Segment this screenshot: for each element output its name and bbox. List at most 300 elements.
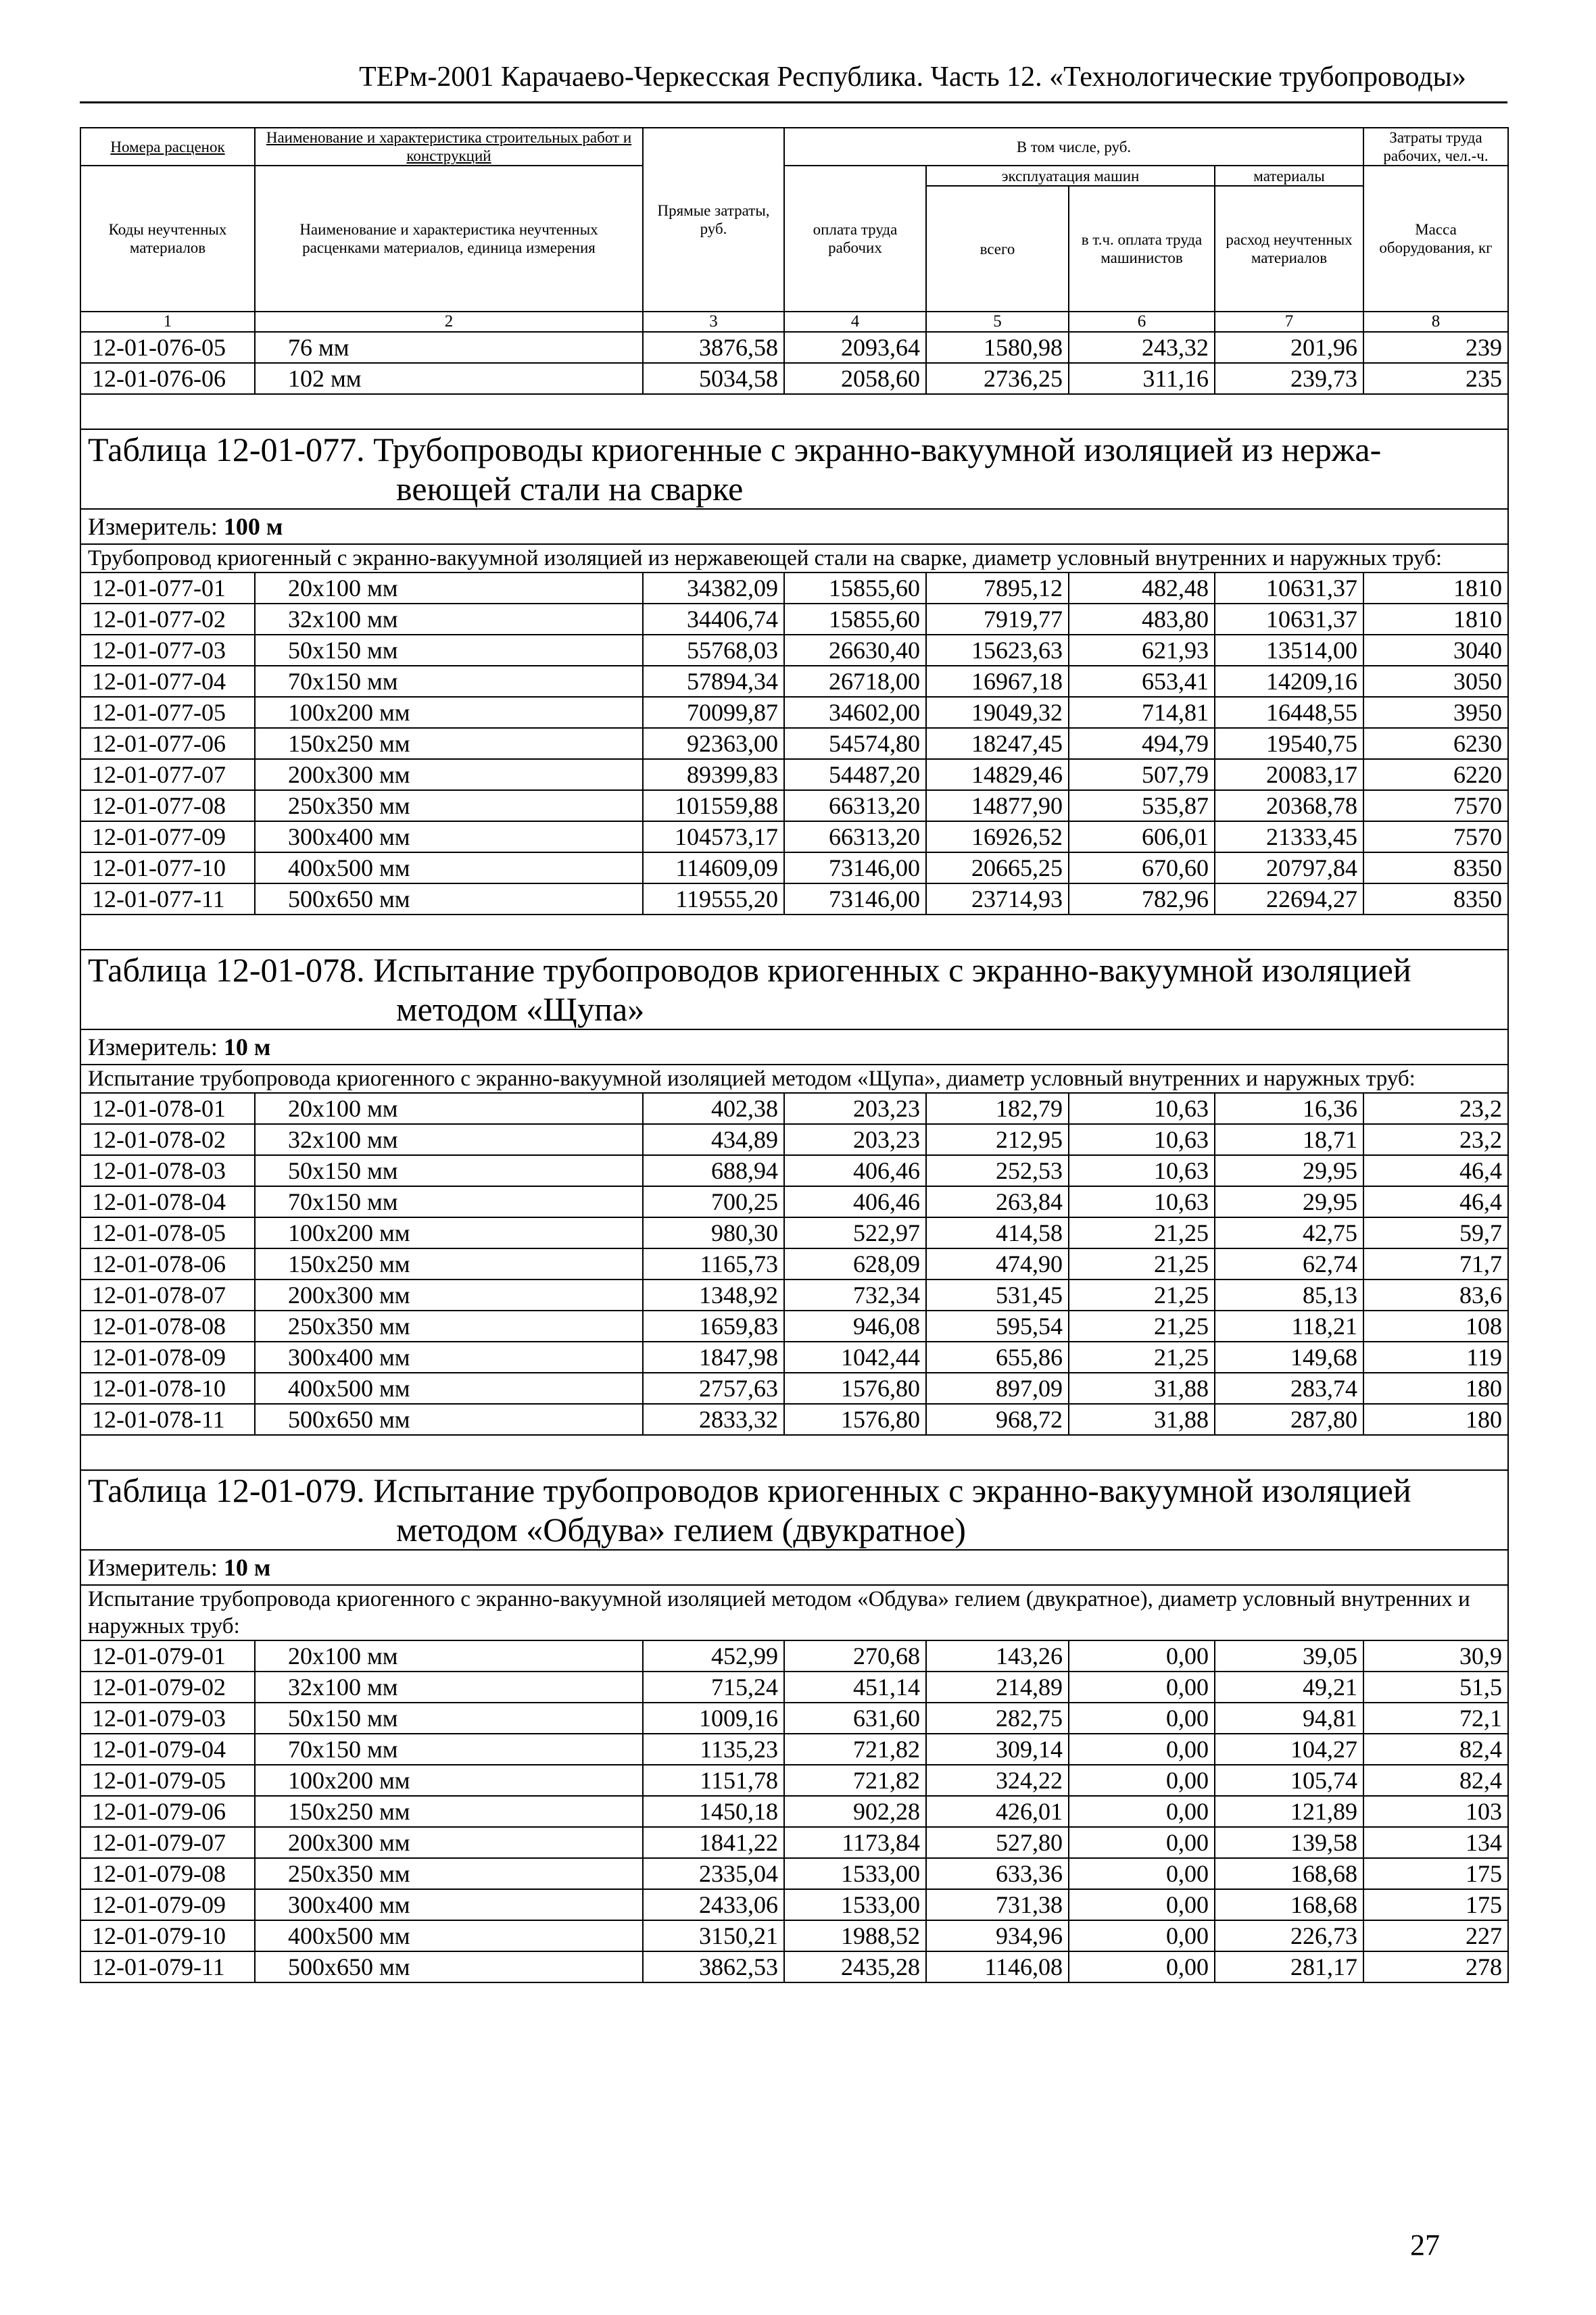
value-cell: 46,4 <box>1363 1186 1508 1217</box>
value-cell: 1533,00 <box>784 1889 926 1920</box>
value-cell: 139,58 <box>1215 1827 1363 1858</box>
value-cell: 29,95 <box>1215 1186 1363 1217</box>
col-header-materials: материалы <box>1215 166 1363 186</box>
value-cell: 182,79 <box>926 1093 1069 1124</box>
col-header-labor-top: Затраты труда рабочих, чел.-ч. <box>1363 128 1508 166</box>
item-name-cell: 32х100 мм <box>255 1672 643 1703</box>
price-table-container <box>80 127 1507 1983</box>
value-cell: 6220 <box>1363 759 1508 790</box>
price-code-cell: 12-01-079-10 <box>80 1920 255 1951</box>
value-cell: 108 <box>1363 1311 1508 1342</box>
price-code-cell: 12-01-077-03 <box>80 635 255 666</box>
value-cell: 21,25 <box>1069 1342 1215 1373</box>
price-code-cell: 12-01-079-06 <box>80 1796 255 1827</box>
value-cell: 0,00 <box>1069 1703 1215 1734</box>
table-title <box>80 429 1508 509</box>
value-cell: 180 <box>1363 1373 1508 1404</box>
value-cell: 10631,37 <box>1215 604 1363 635</box>
table-number: Таблица 12-01-078. <box>88 951 365 989</box>
measure-unit-row <box>80 1550 1508 1585</box>
value-cell: 482,48 <box>1069 572 1215 604</box>
value-cell: 168,68 <box>1215 1858 1363 1889</box>
value-cell: 94,81 <box>1215 1703 1363 1734</box>
value-cell: 0,00 <box>1069 1796 1215 1827</box>
value-cell: 118,21 <box>1215 1311 1363 1342</box>
column-number: 7 <box>1215 312 1363 332</box>
col-header-name-bottom: Наименование и характеристика неучтенных расценками материалов, единица измерения <box>255 166 643 312</box>
value-cell: 15855,60 <box>784 604 926 635</box>
table-number: Таблица 12-01-077. <box>88 431 365 468</box>
value-cell: 670,60 <box>1069 852 1215 883</box>
price-code-cell: 12-01-079-02 <box>80 1672 255 1703</box>
value-cell: 57894,34 <box>643 666 784 697</box>
table-row <box>80 821 1508 852</box>
value-cell: 83,6 <box>1363 1280 1508 1311</box>
table-title-line1 <box>88 1471 1501 1510</box>
value-cell: 227 <box>1363 1920 1508 1951</box>
table-row <box>80 1093 1508 1124</box>
price-code-cell: 12-01-078-02 <box>80 1124 255 1155</box>
value-cell: 406,46 <box>784 1186 926 1217</box>
item-name-cell: 300х400 мм <box>255 821 643 852</box>
value-cell: 26630,40 <box>784 635 926 666</box>
price-code-cell: 12-01-079-05 <box>80 1765 255 1796</box>
value-cell: 7570 <box>1363 790 1508 821</box>
value-cell: 631,60 <box>784 1703 926 1734</box>
value-cell: 731,38 <box>926 1889 1069 1920</box>
value-cell: 0,00 <box>1069 1858 1215 1889</box>
value-cell: 134 <box>1363 1827 1508 1858</box>
spacer-cell <box>80 915 1508 950</box>
value-cell: 22694,27 <box>1215 883 1363 915</box>
value-cell: 20797,84 <box>1215 852 1363 883</box>
value-cell: 16448,55 <box>1215 697 1363 728</box>
measure-label: Измеритель: <box>88 513 224 540</box>
price-code-cell: 12-01-078-06 <box>80 1248 255 1280</box>
table-row <box>80 1311 1508 1342</box>
measure-value: 10 м <box>223 1033 271 1061</box>
value-cell: 8350 <box>1363 883 1508 915</box>
value-cell: 235 <box>1363 363 1508 394</box>
item-name-cell: 70х150 мм <box>255 1734 643 1765</box>
col-header-machines: эксплуатация машин <box>926 166 1215 186</box>
col-header-materials-consumption: расход неучтенных материалов <box>1215 186 1363 312</box>
table-row <box>80 1858 1508 1889</box>
item-name-cell: 200х300 мм <box>255 1827 643 1858</box>
value-cell: 1576,80 <box>784 1373 926 1404</box>
value-cell: 968,72 <box>926 1404 1069 1435</box>
price-code-cell: 12-01-077-09 <box>80 821 255 852</box>
item-name-cell: 250х350 мм <box>255 1311 643 1342</box>
value-cell: 0,00 <box>1069 1920 1215 1951</box>
value-cell: 263,84 <box>926 1186 1069 1217</box>
value-cell: 434,89 <box>643 1124 784 1155</box>
table-row <box>80 1672 1508 1703</box>
value-cell: 89399,83 <box>643 759 784 790</box>
value-cell: 70099,87 <box>643 697 784 728</box>
value-cell: 101559,88 <box>643 790 784 821</box>
value-cell: 42,75 <box>1215 1217 1363 1248</box>
value-cell: 902,28 <box>784 1796 926 1827</box>
price-code-cell: 12-01-078-07 <box>80 1280 255 1311</box>
value-cell: 23714,93 <box>926 883 1069 915</box>
value-cell: 119 <box>1363 1342 1508 1373</box>
value-cell: 21,25 <box>1069 1280 1215 1311</box>
value-cell: 3862,53 <box>643 1951 784 1982</box>
value-cell: 535,87 <box>1069 790 1215 821</box>
table-title-line2: веющей стали на сварке <box>396 470 744 508</box>
column-number: 4 <box>784 312 926 332</box>
value-cell: 21,25 <box>1069 1217 1215 1248</box>
value-cell: 282,75 <box>926 1703 1069 1734</box>
value-cell: 30,9 <box>1363 1640 1508 1672</box>
value-cell: 20083,17 <box>1215 759 1363 790</box>
measure-unit <box>80 509 1508 544</box>
price-code-cell: 12-01-077-11 <box>80 883 255 915</box>
value-cell: 19049,32 <box>926 697 1069 728</box>
value-cell: 628,09 <box>784 1248 926 1280</box>
price-code-cell: 12-01-079-09 <box>80 1889 255 1920</box>
item-name-cell: 150х250 мм <box>255 728 643 759</box>
value-cell: 281,17 <box>1215 1951 1363 1982</box>
value-cell: 66313,20 <box>784 821 926 852</box>
value-cell: 21,25 <box>1069 1311 1215 1342</box>
measure-unit-row <box>80 1029 1508 1065</box>
item-name-cell: 50х150 мм <box>255 635 643 666</box>
table-row <box>80 1280 1508 1311</box>
price-code-cell: 12-01-078-01 <box>80 1093 255 1124</box>
value-cell: 10,63 <box>1069 1155 1215 1186</box>
value-cell: 715,24 <box>643 1672 784 1703</box>
value-cell: 34382,09 <box>643 572 784 604</box>
value-cell: 34602,00 <box>784 697 926 728</box>
value-cell: 1348,92 <box>643 1280 784 1311</box>
value-cell: 1042,44 <box>784 1342 926 1373</box>
price-code-cell: 12-01-079-11 <box>80 1951 255 1982</box>
value-cell: 7919,77 <box>926 604 1069 635</box>
price-code-cell: 12-01-078-04 <box>80 1186 255 1217</box>
value-cell: 451,14 <box>784 1672 926 1703</box>
value-cell: 121,89 <box>1215 1796 1363 1827</box>
item-name-cell: 50х150 мм <box>255 1155 643 1186</box>
item-name-cell: 400х500 мм <box>255 1920 643 1951</box>
value-cell: 73146,00 <box>784 883 926 915</box>
value-cell: 721,82 <box>784 1734 926 1765</box>
value-cell: 287,80 <box>1215 1404 1363 1435</box>
table-row <box>80 1889 1508 1920</box>
value-cell: 0,00 <box>1069 1827 1215 1858</box>
value-cell: 483,80 <box>1069 604 1215 635</box>
value-cell: 31,88 <box>1069 1404 1215 1435</box>
table-row <box>80 1124 1508 1155</box>
value-cell: 252,53 <box>926 1155 1069 1186</box>
value-cell: 54574,80 <box>784 728 926 759</box>
value-cell: 1659,83 <box>643 1311 784 1342</box>
value-cell: 21333,45 <box>1215 821 1363 852</box>
price-code-cell: 12-01-079-01 <box>80 1640 255 1672</box>
item-name-cell: 50х150 мм <box>255 1703 643 1734</box>
table-title-line2: методом «Обдува» гелием (двукратное) <box>396 1511 966 1549</box>
value-cell: 1580,98 <box>926 332 1069 363</box>
value-cell: 203,23 <box>784 1093 926 1124</box>
table-row <box>80 1796 1508 1827</box>
value-cell: 149,68 <box>1215 1342 1363 1373</box>
value-cell: 8350 <box>1363 852 1508 883</box>
work-description: Трубопровод криогенный с экранно-вакуумной изоляцией из нержавеющей стали на сварке, диаметр условный внутренних и наружных труб: <box>80 544 1508 572</box>
value-cell: 21,25 <box>1069 1248 1215 1280</box>
value-cell: 20665,25 <box>926 852 1069 883</box>
measure-label: Измеритель: <box>88 1033 224 1061</box>
price-code-cell: 12-01-076-06 <box>80 363 255 394</box>
measure-value: 10 м <box>223 1554 271 1581</box>
value-cell: 1146,08 <box>926 1951 1069 1982</box>
table-row <box>80 790 1508 821</box>
value-cell: 494,79 <box>1069 728 1215 759</box>
value-cell: 1533,00 <box>784 1858 926 1889</box>
value-cell: 700,25 <box>643 1186 784 1217</box>
value-cell: 946,08 <box>784 1311 926 1342</box>
value-cell: 143,26 <box>926 1640 1069 1672</box>
table-title <box>80 950 1508 1029</box>
column-number: 1 <box>80 312 255 332</box>
value-cell: 6230 <box>1363 728 1508 759</box>
value-cell: 5034,58 <box>643 363 784 394</box>
value-cell: 62,74 <box>1215 1248 1363 1280</box>
value-cell: 82,4 <box>1363 1734 1508 1765</box>
price-code-cell: 12-01-079-04 <box>80 1734 255 1765</box>
value-cell: 180 <box>1363 1404 1508 1435</box>
value-cell: 283,74 <box>1215 1373 1363 1404</box>
measure-unit-row <box>80 509 1508 544</box>
value-cell: 114609,09 <box>643 852 784 883</box>
value-cell: 26718,00 <box>784 666 926 697</box>
table-row <box>80 332 1508 363</box>
column-number: 8 <box>1363 312 1508 332</box>
value-cell: 14877,90 <box>926 790 1069 821</box>
spacer-cell <box>80 1435 1508 1470</box>
table-number: Таблица 12-01-079. <box>88 1471 365 1509</box>
value-cell: 16,36 <box>1215 1093 1363 1124</box>
value-cell: 0,00 <box>1069 1765 1215 1796</box>
item-name-cell: 102 мм <box>255 363 643 394</box>
item-name-cell: 20х100 мм <box>255 1640 643 1672</box>
value-cell: 239,73 <box>1215 363 1363 394</box>
value-cell: 1135,23 <box>643 1734 784 1765</box>
item-name-cell: 32х100 мм <box>255 1124 643 1155</box>
value-cell: 309,14 <box>926 1734 1069 1765</box>
measure-unit <box>80 1550 1508 1585</box>
item-name-cell: 300х400 мм <box>255 1889 643 1920</box>
table-row <box>80 666 1508 697</box>
item-name-cell: 300х400 мм <box>255 1342 643 1373</box>
value-cell: 34406,74 <box>643 604 784 635</box>
value-cell: 46,4 <box>1363 1155 1508 1186</box>
col-header-direct-costs: Прямые затраты, руб. <box>643 128 784 312</box>
table-row <box>80 759 1508 790</box>
spacer-cell <box>80 394 1508 429</box>
value-cell: 2435,28 <box>784 1951 926 1982</box>
item-name-cell: 200х300 мм <box>255 1280 643 1311</box>
price-code-cell: 12-01-077-10 <box>80 852 255 883</box>
value-cell: 980,30 <box>643 1217 784 1248</box>
item-name-cell: 32х100 мм <box>255 604 643 635</box>
value-cell: 2833,32 <box>643 1404 784 1435</box>
col-header-incl: В том числе, руб. <box>784 128 1363 166</box>
table-title <box>80 1470 1508 1550</box>
section-spacer <box>80 394 1508 429</box>
value-cell: 18247,45 <box>926 728 1069 759</box>
value-cell: 311,16 <box>1069 363 1215 394</box>
item-name-cell: 20х100 мм <box>255 1093 643 1124</box>
value-cell: 104573,17 <box>643 821 784 852</box>
value-cell: 239 <box>1363 332 1508 363</box>
table-row <box>80 1827 1508 1858</box>
value-cell: 82,4 <box>1363 1765 1508 1796</box>
price-code-cell: 12-01-077-02 <box>80 604 255 635</box>
work-description-row <box>80 544 1508 572</box>
item-name-cell: 76 мм <box>255 332 643 363</box>
table-title-line1 <box>88 950 1501 990</box>
value-cell: 527,80 <box>926 1827 1069 1858</box>
value-cell: 39,05 <box>1215 1640 1363 1672</box>
value-cell: 474,90 <box>926 1248 1069 1280</box>
value-cell: 714,81 <box>1069 697 1215 728</box>
value-cell: 51,5 <box>1363 1672 1508 1703</box>
value-cell: 0,00 <box>1069 1672 1215 1703</box>
value-cell: 1450,18 <box>643 1796 784 1827</box>
item-name-cell: 100х200 мм <box>255 1765 643 1796</box>
table-row <box>80 572 1508 604</box>
value-cell: 2335,04 <box>643 1858 784 1889</box>
table-title-text: Испытание трубопроводов криогенных с экранно-вакуумной изоляцией <box>364 951 1411 989</box>
table-row <box>80 1404 1508 1435</box>
table-title-row <box>80 950 1508 1029</box>
value-cell: 16926,52 <box>926 821 1069 852</box>
price-code-cell: 12-01-079-07 <box>80 1827 255 1858</box>
work-description: Испытание трубопровода криогенного с экранно-вакуумной изоляцией методом «Щупа», диаметр условный внутренних и наружных труб: <box>80 1065 1508 1093</box>
value-cell: 633,36 <box>926 1858 1069 1889</box>
value-cell: 653,41 <box>1069 666 1215 697</box>
value-cell: 105,74 <box>1215 1765 1363 1796</box>
value-cell: 2757,63 <box>643 1373 784 1404</box>
value-cell: 226,73 <box>1215 1920 1363 1951</box>
value-cell: 103 <box>1363 1796 1508 1827</box>
measure-value: 100 м <box>223 513 283 540</box>
value-cell: 621,93 <box>1069 635 1215 666</box>
value-cell: 66313,20 <box>784 790 926 821</box>
table-row <box>80 604 1508 635</box>
item-name-cell: 500х650 мм <box>255 1404 643 1435</box>
value-cell: 214,89 <box>926 1672 1069 1703</box>
value-cell: 595,54 <box>926 1311 1069 1342</box>
value-cell: 2058,60 <box>784 363 926 394</box>
value-cell: 2093,64 <box>784 332 926 363</box>
price-code-cell: 12-01-079-08 <box>80 1858 255 1889</box>
value-cell: 688,94 <box>643 1155 784 1186</box>
value-cell: 16967,18 <box>926 666 1069 697</box>
value-cell: 0,00 <box>1069 1889 1215 1920</box>
item-name-cell: 400х500 мм <box>255 1373 643 1404</box>
value-cell: 1988,52 <box>784 1920 926 1951</box>
table-row <box>80 1248 1508 1280</box>
table-row <box>80 697 1508 728</box>
item-name-cell: 500х650 мм <box>255 883 643 915</box>
table-row <box>80 1703 1508 1734</box>
value-cell: 1173,84 <box>784 1827 926 1858</box>
value-cell: 10,63 <box>1069 1186 1215 1217</box>
value-cell: 897,09 <box>926 1373 1069 1404</box>
column-number: 3 <box>643 312 784 332</box>
item-name-cell: 250х350 мм <box>255 790 643 821</box>
value-cell: 7570 <box>1363 821 1508 852</box>
item-name-cell: 70х150 мм <box>255 1186 643 1217</box>
table-title-line2: методом «Щупа» <box>396 990 645 1028</box>
table-row <box>80 1640 1508 1672</box>
table-row <box>80 1155 1508 1186</box>
measure-label: Измеритель: <box>88 1554 224 1581</box>
price-table <box>80 127 1509 1983</box>
column-number: 6 <box>1069 312 1215 332</box>
value-cell: 212,95 <box>926 1124 1069 1155</box>
price-code-cell: 12-01-076-05 <box>80 332 255 363</box>
price-code-cell: 12-01-078-11 <box>80 1404 255 1435</box>
value-cell: 2736,25 <box>926 363 1069 394</box>
value-cell: 1810 <box>1363 604 1508 635</box>
value-cell: 119555,20 <box>643 883 784 915</box>
table-title-text: Трубопроводы криогенные с экранно-вакуумной изоляцией из нержа- <box>364 431 1382 468</box>
value-cell: 3876,58 <box>643 332 784 363</box>
value-cell: 0,00 <box>1069 1951 1215 1982</box>
item-name-cell: 150х250 мм <box>255 1248 643 1280</box>
table-title-text: Испытание трубопроводов криогенных с экранно-вакуумной изоляцией <box>364 1471 1411 1509</box>
table-row <box>80 883 1508 915</box>
item-name-cell: 70х150 мм <box>255 666 643 697</box>
value-cell: 54487,20 <box>784 759 926 790</box>
value-cell: 324,22 <box>926 1765 1069 1796</box>
work-description: Испытание трубопровода криогенного с экранно-вакуумной изоляцией методом «Обдува» гелием (двукратное), диаметр условный внутренних и наружных труб: <box>80 1585 1508 1640</box>
value-cell: 406,46 <box>784 1155 926 1186</box>
table-row <box>80 1920 1508 1951</box>
col-header-labor-pay: оплата труда рабочих <box>784 166 926 312</box>
value-cell: 175 <box>1363 1889 1508 1920</box>
value-cell: 18,71 <box>1215 1124 1363 1155</box>
value-cell: 203,23 <box>784 1124 926 1155</box>
value-cell: 14829,46 <box>926 759 1069 790</box>
value-cell: 85,13 <box>1215 1280 1363 1311</box>
value-cell: 414,58 <box>926 1217 1069 1248</box>
work-description-row <box>80 1585 1508 1640</box>
value-cell: 0,00 <box>1069 1734 1215 1765</box>
price-code-cell: 12-01-077-05 <box>80 697 255 728</box>
value-cell: 72,1 <box>1363 1703 1508 1734</box>
price-code-cell: 12-01-077-06 <box>80 728 255 759</box>
value-cell: 201,96 <box>1215 332 1363 363</box>
value-cell: 19540,75 <box>1215 728 1363 759</box>
value-cell: 31,88 <box>1069 1373 1215 1404</box>
table-title-line1 <box>88 430 1501 469</box>
col-header-codes-bottom: Коды неучтенных материалов <box>80 166 255 312</box>
work-description-row <box>80 1065 1508 1093</box>
value-cell: 15855,60 <box>784 572 926 604</box>
price-code-cell: 12-01-077-08 <box>80 790 255 821</box>
value-cell: 14209,16 <box>1215 666 1363 697</box>
value-cell: 1576,80 <box>784 1404 926 1435</box>
price-code-cell: 12-01-078-09 <box>80 1342 255 1373</box>
value-cell: 71,7 <box>1363 1248 1508 1280</box>
value-cell: 278 <box>1363 1951 1508 1982</box>
table-row <box>80 635 1508 666</box>
value-cell: 402,38 <box>643 1093 784 1124</box>
